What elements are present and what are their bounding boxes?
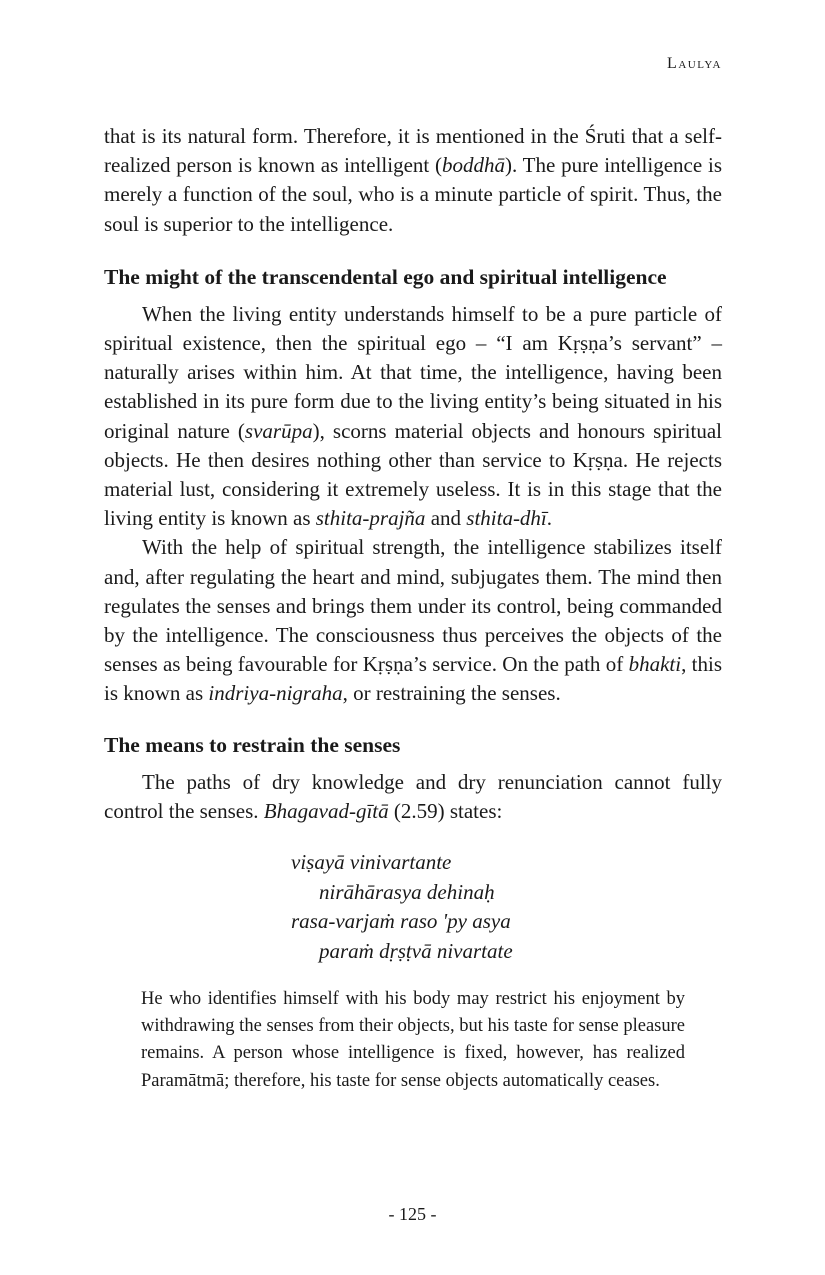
paragraph-2: When the living entity understands himself to be a pure particle of spiritual existence, then the spiritual ego – “I am Kṛṣṇa’s servant” – naturally arises within him. At that time, the intelligence, having been established in its pure form due to the living entity’s being situated in his original nature (svarūpa), scorns material objects and honours spiritual objects. He then desires nothing other than service to Kṛṣṇa. He rejects material lust, considering it extremely useless. It is in this stage that the living entity is known as sthita-prajña and sthita-dhī. bbox=[104, 301, 722, 531]
running-title: Laulya bbox=[667, 55, 722, 72]
page-number: - 125 - bbox=[388, 1204, 437, 1224]
paragraph-3: With the help of spiritual strength, the intelligence stabilizes itself and, after regulating the heart and mind, subjugates them. The mind then regulates the senses and brings them under its control, being commanded by the intelligence. The consciousness thus perceives the objects of the senses as being favourable for Kṛṣṇa’s service. On the path of bhakti, this is known as indriya-nigraha, or restraining the senses. bbox=[104, 535, 723, 706]
section-heading-senses: The means to restrain the senses bbox=[104, 732, 401, 757]
verse-line-3: rasa-varjaṁ raso 'py asya bbox=[291, 909, 511, 934]
body-text bbox=[104, 122, 722, 1095]
verse-line-1: viṣayā vinivartante bbox=[291, 850, 452, 875]
section-heading-ego: The might of the transcendental ego and spiritual intelligence bbox=[104, 264, 667, 289]
paragraph-4: The paths of dry knowledge and dry renunciation cannot fully control the senses. Bhagavad-gītā (2.59) states: bbox=[104, 769, 722, 823]
paragraph-1: that is its natural form. Therefore, it is mentioned in the Śruti that a self-realized person is known as intelligent (boddhā). The pure intelligence is merely a function of the soul, who is a minute particle of spirit. Thus, the soul is superior to the intelligence. bbox=[104, 124, 722, 236]
sanskrit-verse bbox=[291, 848, 722, 966]
verse-line-2: nirāhārasya dehinaḥ bbox=[319, 879, 495, 904]
verse-translation: He who identifies himself with his body may restrict his enjoyment by withdrawing the senses from their objects, but his taste for sense pleasure remains. A person whose intelligence is fixed, however, has realized Paramātmā; therefore, his taste for sense objects automatically ceases. bbox=[141, 989, 685, 1091]
verse-line-4: paraṁ dṛṣṭvā nivartate bbox=[319, 938, 513, 963]
